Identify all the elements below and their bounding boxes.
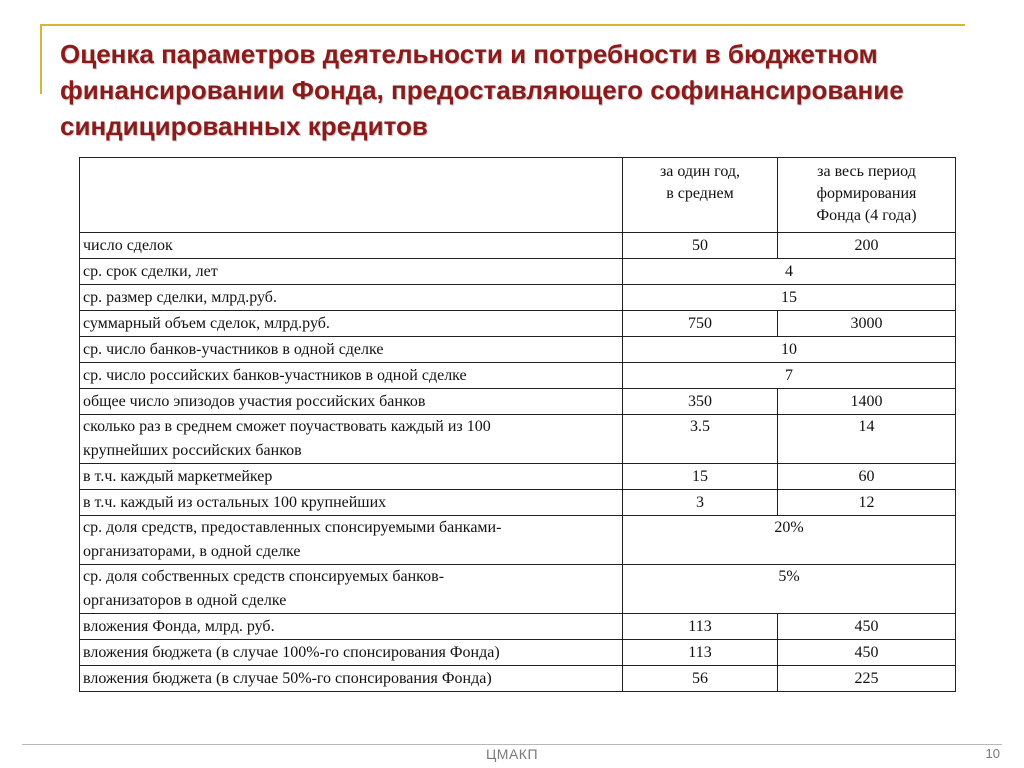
value-period: 1400 <box>778 389 956 415</box>
row-label-line2: организаторов в одной сделке <box>83 592 287 609</box>
row-label: в т.ч. каждый из остальных 100 крупнейших <box>80 490 623 516</box>
table-row <box>80 666 956 692</box>
table-row <box>80 490 956 516</box>
table-row <box>80 565 956 614</box>
table-row <box>80 259 956 285</box>
row-label <box>80 516 623 565</box>
slide-title: Оценка параметров деятельности и потребности в бюджетном финансировании Фонда, предоставляющего софинансирование синдицированных кредитов <box>60 39 904 141</box>
header-year <box>623 158 778 233</box>
header-period <box>778 158 956 233</box>
table-row <box>80 640 956 666</box>
value-merged: 20% <box>623 516 956 565</box>
header-empty-cell <box>80 158 623 233</box>
row-label: число сделок <box>80 233 623 259</box>
row-label <box>80 565 623 614</box>
table-row <box>80 363 956 389</box>
row-label: ср. число российских банков-участников в одной сделке <box>80 363 623 389</box>
table-row <box>80 285 956 311</box>
header-year-line1: за один год, <box>659 163 741 180</box>
row-label: вложения бюджета (в случае 50%-го спонсирования Фонда) <box>80 666 623 692</box>
row-label: ср. размер сделки, млрд.руб. <box>80 285 623 311</box>
page-number: 10 <box>985 746 1000 761</box>
value-year: 56 <box>623 666 778 692</box>
row-label-line1: ср. доля собственных средств спонсируемых банков- <box>83 568 445 585</box>
value-year: 3.5 <box>623 415 778 464</box>
row-label: ср. число банков-участников в одной сделке <box>80 337 623 363</box>
value-merged: 10 <box>623 337 956 363</box>
value-merged: 5% <box>623 565 956 614</box>
table-row <box>80 464 956 490</box>
value-period: 225 <box>778 666 956 692</box>
value-year: 113 <box>623 614 778 640</box>
table-row <box>80 415 956 464</box>
row-label-line1: сколько раз в среднем сможет поучаствовать каждый из 100 <box>83 418 491 435</box>
data-table <box>79 157 956 692</box>
value-period: 3000 <box>778 311 956 337</box>
table-row <box>80 337 956 363</box>
value-period: 200 <box>778 233 956 259</box>
row-label-line2: крупнейших российских банков <box>83 442 302 459</box>
row-label: ср. срок сделки, лет <box>80 259 623 285</box>
value-merged: 15 <box>623 285 956 311</box>
frame-top-rule <box>40 24 965 26</box>
value-year: 15 <box>623 464 778 490</box>
value-merged: 7 <box>623 363 956 389</box>
table-row <box>80 389 956 415</box>
header-period-line1: за весь период <box>817 163 916 180</box>
table-row <box>80 614 956 640</box>
value-year: 113 <box>623 640 778 666</box>
row-label: общее число эпизодов участия российских банков <box>80 389 623 415</box>
value-year: 750 <box>623 311 778 337</box>
table-header-row <box>80 158 956 233</box>
footer-org: ЦМАКП <box>485 746 539 762</box>
row-label: вложения бюджета (в случае 100%-го спонсирования Фонда) <box>80 640 623 666</box>
value-year: 350 <box>623 389 778 415</box>
value-period: 450 <box>778 640 956 666</box>
table-row <box>80 233 956 259</box>
row-label: в т.ч. каждый маркетмейкер <box>80 464 623 490</box>
header-period-line2: формирования <box>816 185 917 202</box>
value-merged: 4 <box>623 259 956 285</box>
table-row <box>80 311 956 337</box>
value-year: 3 <box>623 490 778 516</box>
header-period-line3: Фонда (4 года) <box>816 207 917 224</box>
row-label-line1: ср. доля средств, предоставленных спонсируемыми банками- <box>83 519 502 536</box>
table-row <box>80 516 956 565</box>
value-year: 50 <box>623 233 778 259</box>
row-label-line2: организаторами, в одной сделке <box>83 543 301 560</box>
footer-rule <box>22 744 1002 745</box>
value-period: 12 <box>778 490 956 516</box>
value-period: 60 <box>778 464 956 490</box>
value-period: 450 <box>778 614 956 640</box>
header-year-line2: в среднем <box>666 185 734 202</box>
value-period: 14 <box>778 415 956 464</box>
row-label <box>80 415 623 464</box>
row-label: суммарный объем сделок, млрд.руб. <box>80 311 623 337</box>
frame-left-rule <box>40 24 42 94</box>
row-label: вложения Фонда, млрд. руб. <box>80 614 623 640</box>
